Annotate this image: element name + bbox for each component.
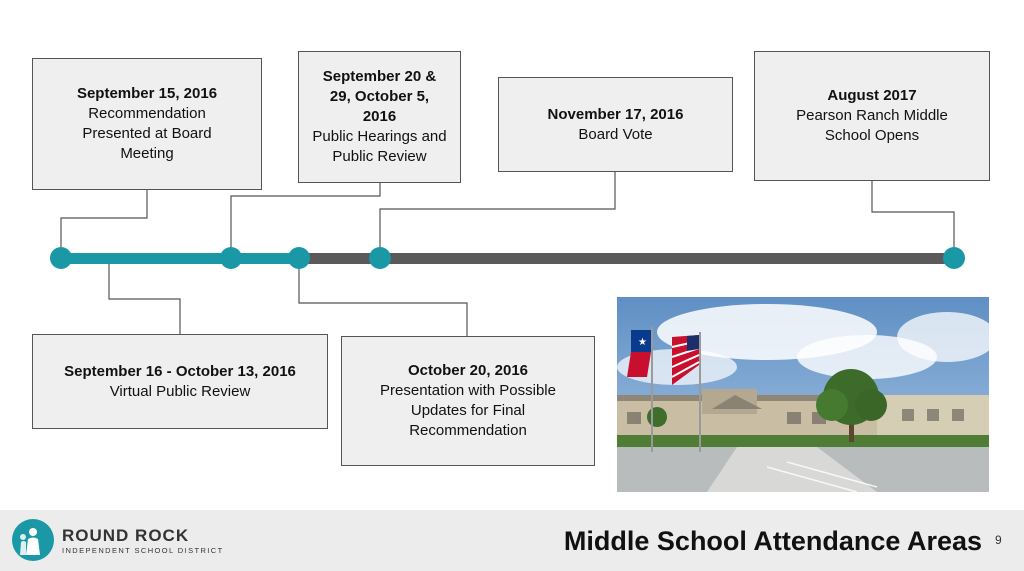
milestone-desc: Pearson Ranch Middle School Opens	[796, 107, 948, 144]
timeline-dot	[369, 247, 391, 269]
connector-nov17	[380, 172, 615, 258]
slide-title: Middle School Attendance Areas	[563, 526, 982, 556]
district-logo-icon	[12, 519, 54, 561]
milestone-date: September 16 - October 13, 2016	[64, 362, 296, 380]
page-number: 9	[995, 533, 1002, 547]
timeline-progress	[60, 253, 292, 264]
milestone-date: August 2017	[827, 87, 917, 104]
milestone-desc: Recommendation Presented at Board Meeting	[82, 105, 212, 162]
milestone-nov17	[498, 77, 733, 172]
milestone-aug2017	[754, 51, 990, 181]
milestone-date: November 17, 2016	[547, 105, 684, 123]
timeline-dot	[288, 247, 310, 269]
milestone-date: October 20, 2016	[407, 362, 529, 379]
milestone-oct20	[341, 336, 595, 466]
svg-text:★: ★	[638, 337, 647, 348]
milestone-desc: Public Hearings and Public Review	[312, 128, 447, 165]
milestone-date: September 20 & 29, October 5, 2016	[322, 68, 437, 125]
district-name: ROUND ROCK	[62, 526, 190, 545]
timeline-dot	[220, 247, 242, 269]
milestone-desc: Virtual Public Review	[109, 382, 251, 400]
milestone-desc: Presentation with Possible Updates for Final Recommendation	[380, 382, 556, 439]
milestone-desc: Board Vote	[578, 125, 653, 143]
connector-sep15	[61, 190, 147, 258]
connector-aug2017	[872, 181, 954, 258]
connector-sep16	[109, 258, 180, 334]
timeline-dot	[50, 247, 72, 269]
milestone-sep16	[32, 334, 328, 429]
milestone-date: September 15, 2016	[76, 85, 218, 102]
district-subtitle: INDEPENDENT SCHOOL DISTRICT	[62, 546, 224, 555]
milestone-sep20	[298, 51, 461, 183]
milestone-sep15	[32, 58, 262, 190]
timeline-dot	[943, 247, 965, 269]
school-photo	[617, 297, 989, 492]
connector-sep20	[231, 183, 380, 258]
connector-oct20	[299, 258, 467, 336]
